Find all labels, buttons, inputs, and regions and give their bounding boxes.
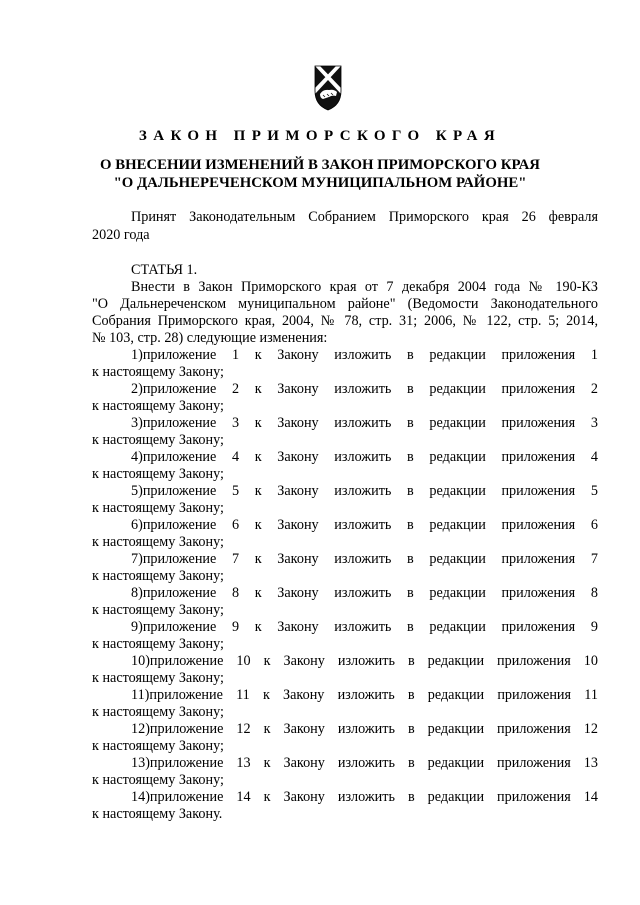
amendment-item-word: 9 [590,619,598,635]
amendment-item-word: к [263,721,271,737]
amendment-item-word: в [407,415,414,431]
amendment-item-word: редакции [429,483,486,499]
amendment-item-word: изложить [334,347,392,363]
amendment-item-word: 13 [583,755,598,771]
amendment-item-word: 8)приложение [131,585,217,601]
amendment-item-word: изложить [337,687,395,703]
amendment-item-word: 10)приложение [131,653,224,669]
amendment-item-word: 6)приложение [131,517,217,533]
amendment-item [131,415,598,432]
amendment-item-word: приложения [497,721,571,737]
amendment-item [131,585,598,602]
amendment-item-word: 6 [231,517,240,533]
amendment-item-word: 8 [590,585,598,601]
amendment-item-word: к [254,449,262,465]
amendment-item-tail: к настоящему Закону; [92,636,224,652]
amendment-item-word: к [254,585,262,601]
amendment-item-word: 13 [236,755,251,771]
amendment-item-tail: к настоящему Закону. [92,806,223,822]
amendment-item-tail: к настоящему Закону; [92,738,224,754]
amendment-item-word: редакции [427,687,485,703]
amendment-item-word: к [263,755,271,771]
amendment-item-word: в [407,347,414,363]
amendment-item [131,687,598,704]
amendment-item-word: изложить [334,619,392,635]
amendment-item-word: к [263,789,271,805]
law-title-line-1: О ВНЕСЕНИИ ИЗМЕНЕНИЙ В ЗАКОН ПРИМОРСКОГО КРАЯ [100,157,540,173]
amendment-item-tail: к настоящему Закону; [92,670,224,686]
amendment-item-word: Закону [277,415,319,431]
amendment-item-word: в [407,551,414,567]
amendment-item-word: приложения [497,687,572,703]
amendment-item-word: приложения [501,347,576,363]
adoption-line-2: 2020 года [92,227,150,243]
amendment-item-tail: к настоящему Закону; [92,432,224,448]
amendment-item-word: Закону [277,517,319,533]
primorsky-coat-of-arms-icon [314,61,342,111]
amendment-item [131,381,598,398]
amendment-item-word: Закону [277,381,319,397]
amendment-item-word: Закону [283,755,325,771]
amendment-item-word: 10 [236,653,251,669]
amendment-item-word: изложить [334,415,392,431]
amendment-item-word: приложения [501,381,576,397]
amendment-item-word: изложить [334,483,392,499]
amendment-item-word: 14 [583,789,598,805]
amendment-item [131,449,598,466]
amendment-item-tail: к настоящему Закону; [92,772,224,788]
amendment-item-word: 9 [231,619,240,635]
amendment-item-word: 2 [590,381,598,397]
amendment-item-word: изложить [334,381,392,397]
amendment-item-word: редакции [429,551,486,567]
amendment-item-word: приложения [501,585,576,601]
amendment-item-word: редакции [429,347,486,363]
amendment-item-word: 3 [590,415,598,431]
amendment-item [131,517,598,534]
amendment-item-tail: к настоящему Закону; [92,704,224,720]
amendment-item-tail: к настоящему Закону; [92,534,224,550]
amendment-item-word: в [407,653,415,669]
amendment-item-word: редакции [427,721,485,737]
amendment-item-word: редакции [429,449,486,465]
amendment-item-word: к [254,619,262,635]
amendment-item-word: в [407,517,414,533]
amendment-item-word: приложения [501,619,576,635]
adoption-line-1: Принят Законодательным Собранием Приморского края 26 февраля [131,209,598,225]
amendment-item [131,755,598,772]
amendment-item [131,619,598,636]
law-title-line-2: "О ДАЛЬНЕРЕЧЕНСКОМ МУНИЦИПАЛЬНОМ РАЙОНЕ" [113,175,527,191]
amendment-item-word: редакции [427,789,485,805]
amendment-item-tail: к настоящему Закону; [92,364,224,380]
amendment-item-word: в [407,381,414,397]
amendment-item-word: приложения [501,517,576,533]
amendment-item [131,789,598,806]
amendment-item-word: Закону [277,483,319,499]
amendment-item [131,551,598,568]
amendment-item-word: в [407,755,415,771]
amendment-item-word: 7 [590,551,598,567]
amendment-item-word: приложения [501,449,576,465]
amendment-item-word: 11 [584,687,598,703]
amendment-item-word: редакции [429,415,486,431]
amendment-item-word: 6 [590,517,598,533]
amendment-item-word: 7 [231,551,240,567]
amendment-item-tail: к настоящему Закону; [92,466,224,482]
amendment-item-word: приложения [497,789,571,805]
amendment-item-word: редакции [427,653,485,669]
amendment-item-word: 11)приложение [131,687,223,703]
amendment-item-word: 11 [236,687,250,703]
article-intro-line-1: Внести в Закон Приморского края от 7 декабря 2004 года № 190-КЗ [131,279,598,295]
amendment-item-word: Закону [277,551,319,567]
article-intro-line-3: Собрания Приморского края, 2004, № 78, стр. 31; 2006, № 122, стр. 5; 2014, [92,313,598,329]
amendment-item-word: 4 [231,449,240,465]
amendment-item-word: к [254,483,262,499]
amendment-item-word: Закону [277,449,319,465]
amendment-item-word: Закону [283,653,325,669]
amendment-item-word: приложения [501,415,576,431]
amendment-item-word: 3)приложение [131,415,217,431]
amendment-item-word: 4)приложение [131,449,217,465]
amendment-item-word: приложения [497,653,571,669]
amendment-item-word: изложить [334,449,392,465]
amendment-item-word: 5 [590,483,598,499]
amendment-item-word: 3 [231,415,240,431]
amendment-item-word: 14)приложение [131,789,224,805]
amendment-item-word: 14 [236,789,251,805]
amendment-item [131,653,598,670]
amendment-item-word: 12 [583,721,598,737]
amendment-item-word: изложить [337,755,395,771]
amendment-item-word: Закону [283,687,325,703]
amendment-item-tail: к настоящему Закону; [92,568,224,584]
amendment-item-word: изложить [337,653,395,669]
amendment-item-word: 1 [231,347,240,363]
amendment-item-word: к [263,653,271,669]
amendment-item-word: 12 [236,721,251,737]
amendment-item-word: 1)приложение [131,347,217,363]
amendment-item-word: Закону [277,585,319,601]
amendment-item-word: приложения [497,755,571,771]
amendment-item-word: 9)приложение [131,619,217,635]
amendment-item-word: изложить [337,721,395,737]
amendment-item-word: приложения [501,551,576,567]
amendment-item-word: изложить [334,585,392,601]
amendment-item-word: 5 [231,483,240,499]
amendment-item-word: Закону [283,721,325,737]
amendment-item-word: редакции [429,517,486,533]
amendment-item-word: 8 [231,585,240,601]
amendment-item-word: к [254,517,262,533]
article-heading: СТАТЬЯ 1. [131,262,198,278]
amendment-item-tail: к настоящему Закону; [92,500,224,516]
amendment-item-word: 5)приложение [131,483,217,499]
amendment-item [131,347,598,364]
amendment-item-word: редакции [429,381,486,397]
law-type-heading: ЗАКОН ПРИМОРСКОГО КРАЯ [138,128,502,144]
amendment-item-word: редакции [429,585,486,601]
article-intro-line-2: "О Дальнереченском муниципальном районе" (Ведомости Законодательного [92,296,598,312]
amendment-item-word: 2)приложение [131,381,217,397]
amendment-item [131,483,598,500]
amendment-item-word: 12)приложение [131,721,224,737]
amendment-item-word: в [407,789,415,805]
amendment-item-word: 13)приложение [131,755,224,771]
amendment-item-word: в [407,449,414,465]
amendment-item-word: к [262,687,270,703]
amendment-item [131,721,598,738]
amendment-item-word: Закону [283,789,325,805]
amendment-item-word: 1 [590,347,598,363]
amendment-item-word: редакции [429,619,486,635]
amendment-item-word: к [254,381,262,397]
amendment-item-word: редакции [427,755,485,771]
amendment-item-word: изложить [337,789,395,805]
article-intro-line-4: № 103, стр. 28) следующие изменения: [92,330,328,346]
amendment-item-tail: к настоящему Закону; [92,398,224,414]
amendment-item-word: 4 [590,449,598,465]
amendment-item-tail: к настоящему Закону; [92,602,224,618]
amendment-item-word: к [254,551,262,567]
amendment-item-word: в [407,585,414,601]
amendment-item-word: 10 [583,653,598,669]
amendment-item-word: Закону [277,347,319,363]
amendment-item-word: в [407,619,414,635]
amendment-item-word: в [407,687,415,703]
amendment-item-word: изложить [334,517,392,533]
amendment-item-word: изложить [334,551,392,567]
amendment-item-word: к [254,415,262,431]
amendment-item-word: 2 [231,381,240,397]
amendment-item-word: приложения [501,483,576,499]
amendment-item-word: в [407,483,414,499]
amendment-item-word: к [254,347,262,363]
amendment-item-word: Закону [277,619,319,635]
amendment-item-word: в [407,721,415,737]
amendment-item-word: 7)приложение [131,551,217,567]
